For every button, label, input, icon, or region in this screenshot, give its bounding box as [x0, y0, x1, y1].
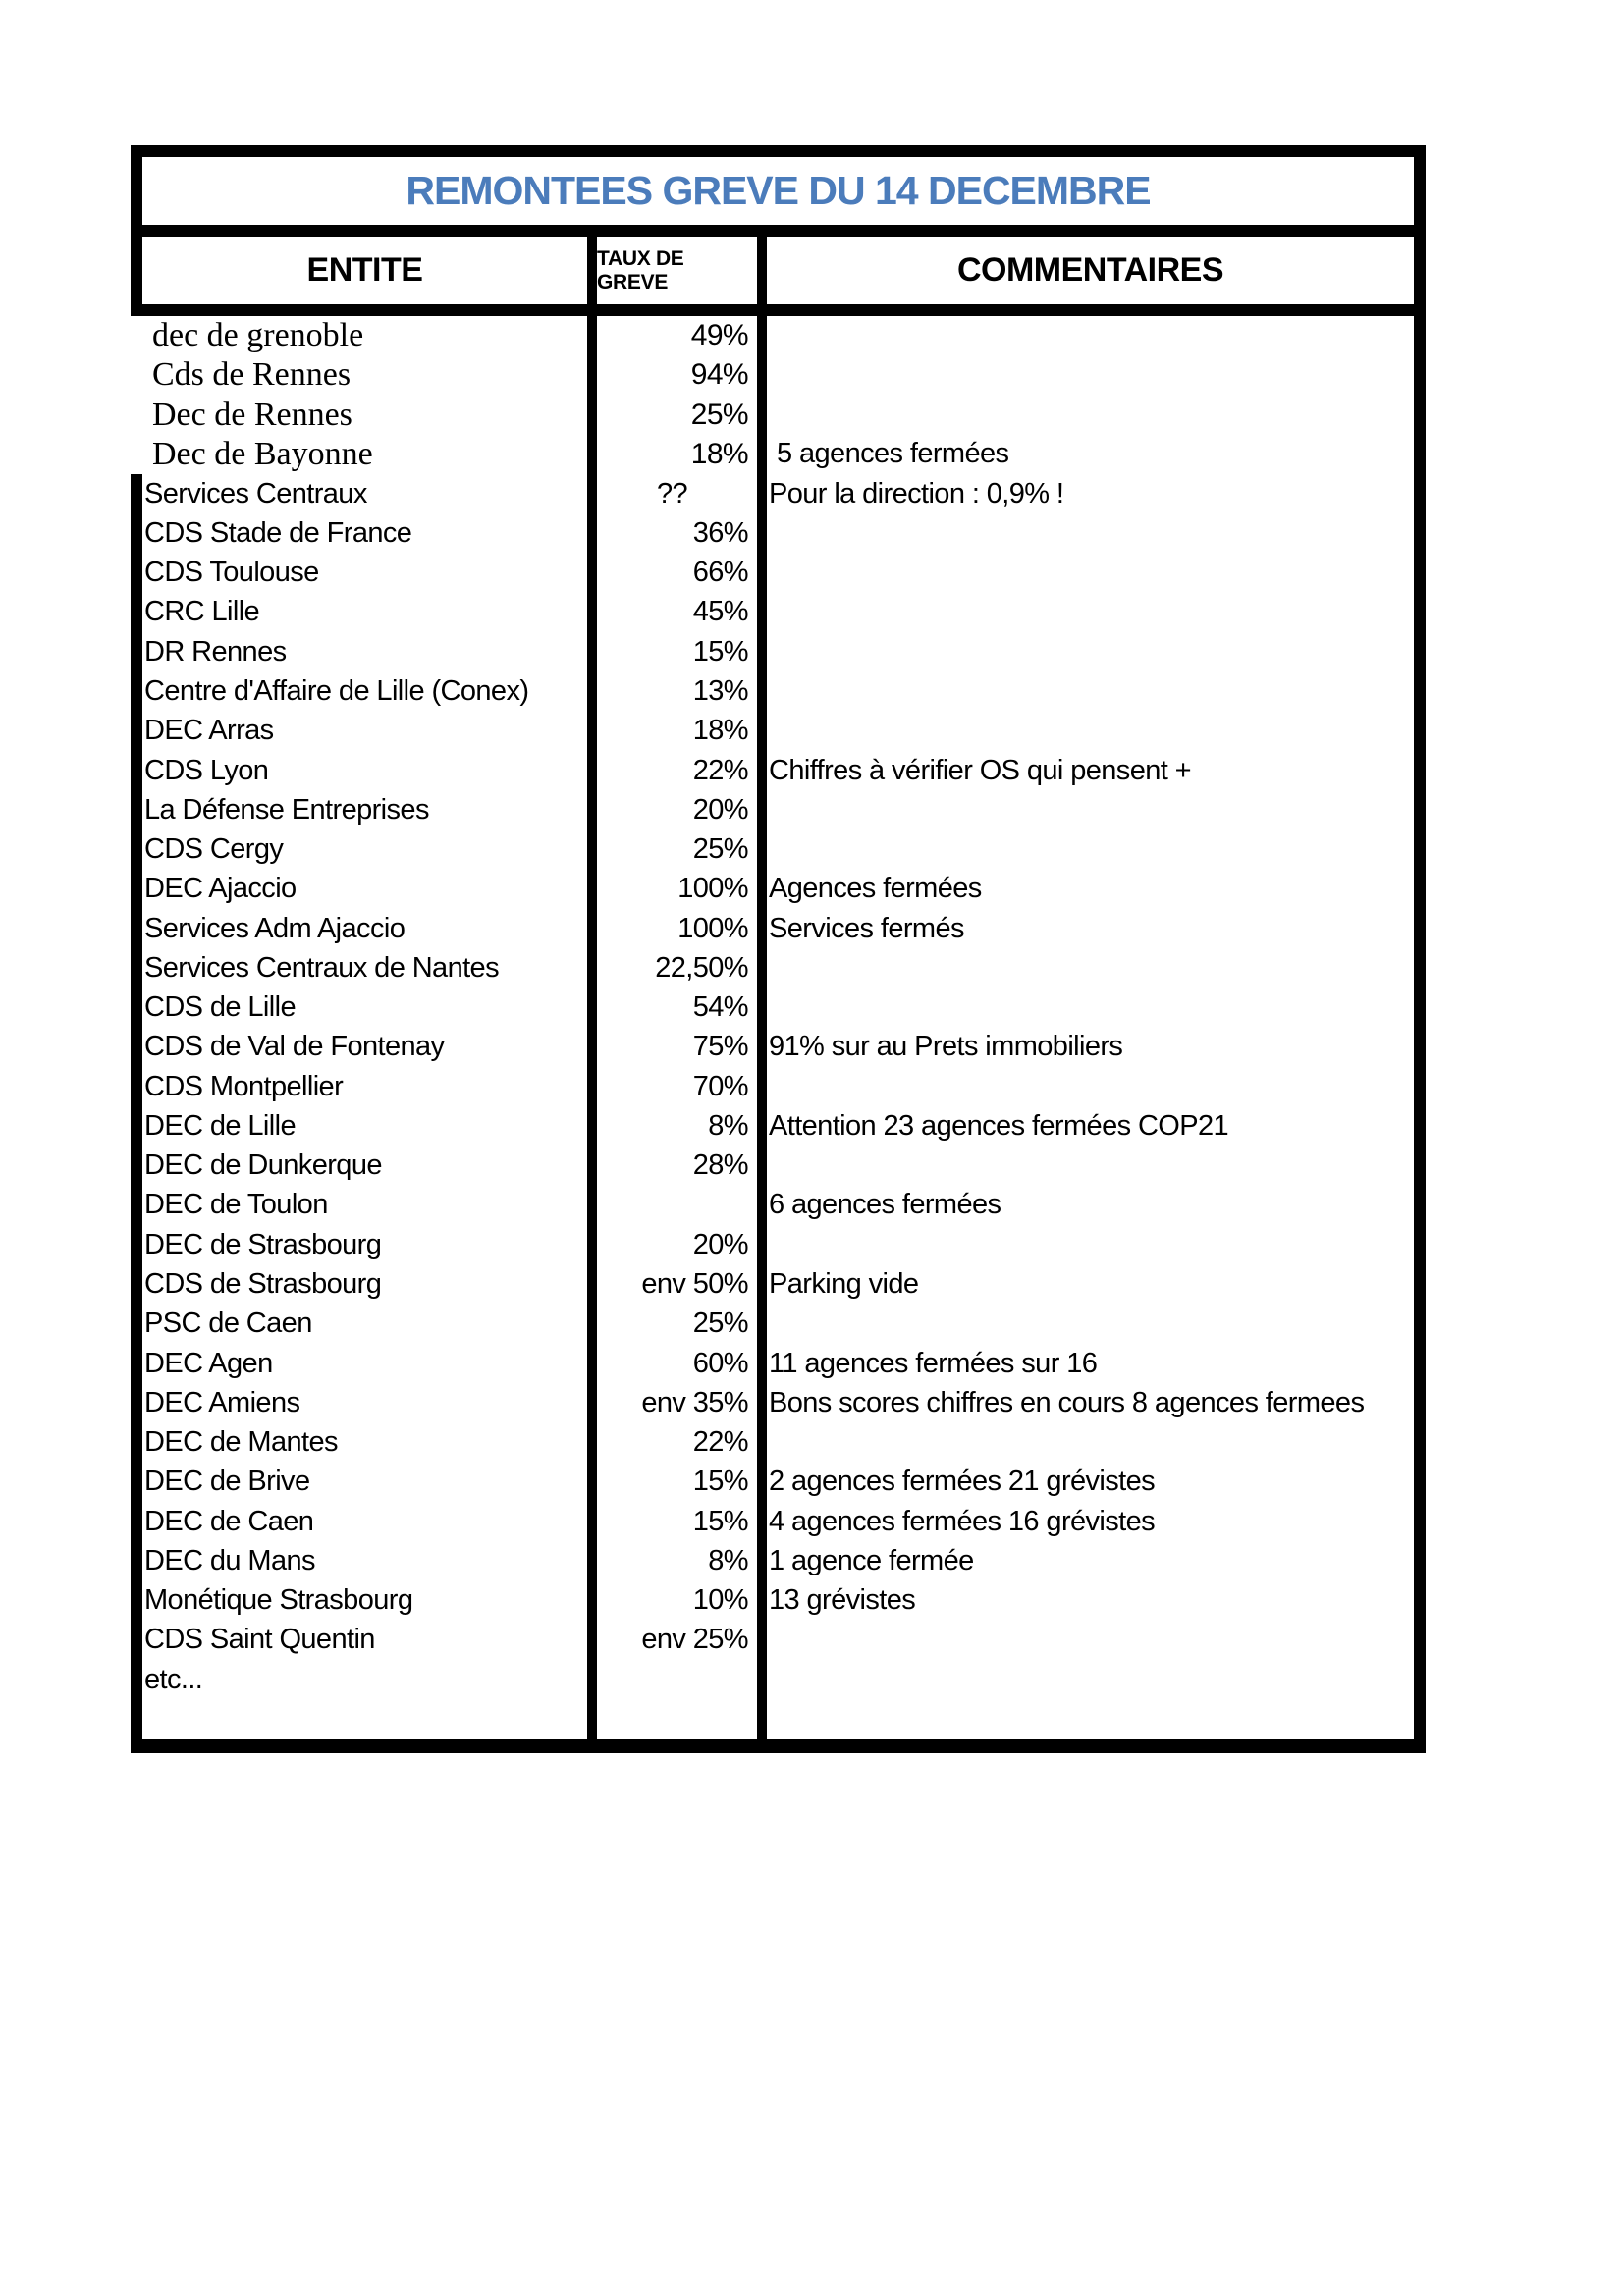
rate-cell: 13% — [692, 675, 748, 708]
table-row — [131, 554, 1426, 593]
table-row — [131, 1147, 1426, 1186]
rate-cell: 49% — [690, 319, 748, 352]
table-row — [131, 988, 1426, 1028]
table-row — [131, 1264, 1426, 1304]
rate-cell: 18% — [692, 715, 748, 747]
table-row — [131, 1028, 1426, 1067]
entity-cell: La Défense Entreprises — [144, 793, 429, 826]
rate-cell: 100% — [677, 912, 748, 944]
comment-cell: 11 agences fermées sur 16 — [769, 1347, 1098, 1379]
entity-cell: CDS Lyon — [144, 754, 269, 786]
entity-cell: DEC de Strasbourg — [144, 1228, 382, 1260]
table-border-bottom — [131, 1739, 1426, 1753]
entity-cell: DEC de Brive — [144, 1466, 310, 1498]
rate-cell: 10% — [692, 1584, 748, 1617]
entity-cell: DEC de Mantes — [144, 1426, 338, 1459]
rate-cell: 75% — [692, 1031, 748, 1063]
comment-cell: Parking vide — [769, 1268, 919, 1300]
table-body — [131, 316, 1426, 1739]
rate-cell: 22,50% — [655, 951, 748, 984]
table-row — [131, 1502, 1426, 1541]
entity-cell: CDS Saint Quentin — [144, 1624, 375, 1656]
table-row — [131, 1225, 1426, 1264]
entity-cell: CDS Montpellier — [144, 1070, 344, 1102]
entity-cell: DEC Ajaccio — [144, 873, 297, 905]
entity-cell: CDS de Strasbourg — [144, 1268, 382, 1300]
table-border-top — [131, 145, 1426, 157]
entity-cell: DR Rennes — [144, 635, 287, 667]
rate-cell: env 25% — [641, 1624, 748, 1656]
rate-cell: ?? — [656, 477, 688, 509]
table-row — [131, 790, 1426, 829]
entity-cell: Dec de Rennes — [152, 396, 352, 433]
entity-cell: Monétique Strasbourg — [144, 1584, 413, 1617]
table-row — [131, 1463, 1426, 1502]
comment-cell: Chiffres à vérifier OS qui pensent + — [769, 754, 1192, 786]
rate-cell: 25% — [692, 1308, 748, 1340]
comment-cell: 13 grévistes — [769, 1584, 916, 1617]
rate-cell: 25% — [690, 398, 748, 431]
entity-cell: Services Centraux de Nantes — [144, 951, 499, 984]
rate-cell: 15% — [692, 1505, 748, 1537]
header-rate: TAUX DE GREVE — [597, 246, 684, 294]
comment-cell: Attention 23 agences fermées COP21 — [769, 1109, 1229, 1142]
table-row — [131, 1067, 1426, 1106]
entity-cell: Centre d'Affaire de Lille (Conex) — [144, 675, 529, 708]
entity-cell: CRC Lille — [144, 596, 260, 628]
table-row — [131, 1344, 1426, 1383]
entity-cell: CDS Toulouse — [144, 557, 319, 589]
entity-cell: etc... — [144, 1663, 203, 1695]
rate-cell: 8% — [708, 1109, 748, 1142]
rate-cell: 70% — [692, 1070, 748, 1102]
table-row — [131, 1186, 1426, 1225]
rate-cell: 94% — [690, 358, 748, 392]
entity-cell: DEC de Lille — [144, 1109, 296, 1142]
table-row — [131, 1422, 1426, 1462]
comment-cell: Bons scores chiffres en cours 8 agences fermees — [769, 1386, 1365, 1418]
rate-cell: 28% — [692, 1149, 748, 1182]
rate-cell: 20% — [692, 1228, 748, 1260]
table-row — [131, 1541, 1426, 1580]
entity-cell: DEC Amiens — [144, 1386, 300, 1418]
table-row — [131, 909, 1426, 948]
entity-cell: Services Centraux — [144, 477, 367, 509]
table-row — [131, 1106, 1426, 1146]
title-band — [142, 157, 1414, 225]
table-row — [131, 1383, 1426, 1422]
rate-cell: 15% — [692, 1466, 748, 1498]
entity-cell: CDS de Lille — [144, 991, 296, 1024]
entity-cell: DEC de Caen — [144, 1505, 314, 1537]
rate-cell: 25% — [692, 833, 748, 866]
comment-cell: 6 agences fermées — [769, 1189, 1001, 1221]
entity-cell: Services Adm Ajaccio — [144, 912, 406, 944]
comment-cell: 2 agences fermées 21 grévistes — [769, 1466, 1156, 1498]
entity-cell: PSC de Caen — [144, 1308, 312, 1340]
table-row — [131, 396, 1426, 435]
table-row — [131, 316, 1426, 355]
table-row — [131, 870, 1426, 909]
rate-cell: 18% — [690, 437, 748, 470]
entity-cell: Dec de Bayonne — [152, 435, 373, 472]
rate-cell: 22% — [692, 754, 748, 786]
entity-cell: CDS Stade de France — [144, 516, 412, 549]
strike-report-table — [131, 145, 1426, 1753]
entity-cell: DEC Arras — [144, 715, 274, 747]
entity-cell: CDS Cergy — [144, 833, 284, 866]
table-row — [131, 1305, 1426, 1344]
rate-cell: 45% — [692, 596, 748, 628]
rate-cell: 100% — [677, 873, 748, 905]
table-row — [131, 474, 1426, 513]
comment-cell: 1 agence fermée — [769, 1544, 974, 1576]
header-separator — [131, 304, 1426, 316]
rate-cell: 54% — [692, 991, 748, 1024]
rate-cell: 36% — [692, 516, 748, 549]
entity-cell: DEC Agen — [144, 1347, 273, 1379]
comment-cell: 4 agences fermées 16 grévistes — [769, 1505, 1156, 1537]
comment-cell: Pour la direction : 0,9% ! — [769, 477, 1064, 509]
table-row — [131, 1660, 1426, 1699]
header-comments: COMMENTAIRES — [956, 251, 1224, 289]
table-row — [131, 948, 1426, 988]
table-row — [131, 1581, 1426, 1621]
entity-cell: DEC du Mans — [144, 1544, 315, 1576]
table-row — [131, 751, 1426, 790]
rate-cell: env 50% — [641, 1268, 748, 1300]
page-title: REMONTEES GREVE DU 14 DECEMBRE — [406, 168, 1151, 213]
header-entity: ENTITE — [306, 251, 423, 289]
rate-cell: 15% — [692, 635, 748, 667]
comment-cell: 91% sur au Prets immobiliers — [769, 1031, 1123, 1063]
table-row — [131, 712, 1426, 751]
header-row — [131, 237, 1426, 304]
table-row — [131, 671, 1426, 711]
table-row — [131, 829, 1426, 869]
table-row — [131, 632, 1426, 671]
comment-cell: 5 agences fermées — [777, 438, 1009, 470]
table-row — [131, 513, 1426, 553]
table-row — [131, 355, 1426, 395]
rate-cell: 22% — [692, 1426, 748, 1459]
comment-cell: Agences fermées — [769, 873, 982, 905]
rate-cell: 60% — [692, 1347, 748, 1379]
entity-cell: DEC de Dunkerque — [144, 1149, 382, 1182]
table-row — [131, 435, 1426, 474]
rate-cell: 20% — [692, 793, 748, 826]
entity-cell: CDS de Val de Fontenay — [144, 1031, 445, 1063]
title-separator — [131, 225, 1426, 237]
rate-cell: 66% — [692, 557, 748, 589]
comment-cell: Services fermés — [769, 912, 964, 944]
entity-cell: Cds de Rennes — [152, 356, 352, 394]
rate-cell: env 35% — [641, 1386, 748, 1418]
entity-cell: dec de grenoble — [152, 317, 364, 354]
entity-cell: DEC de Toulon — [144, 1189, 328, 1221]
table-row — [131, 593, 1426, 632]
rate-cell: 8% — [708, 1544, 748, 1576]
table-row — [131, 1621, 1426, 1660]
